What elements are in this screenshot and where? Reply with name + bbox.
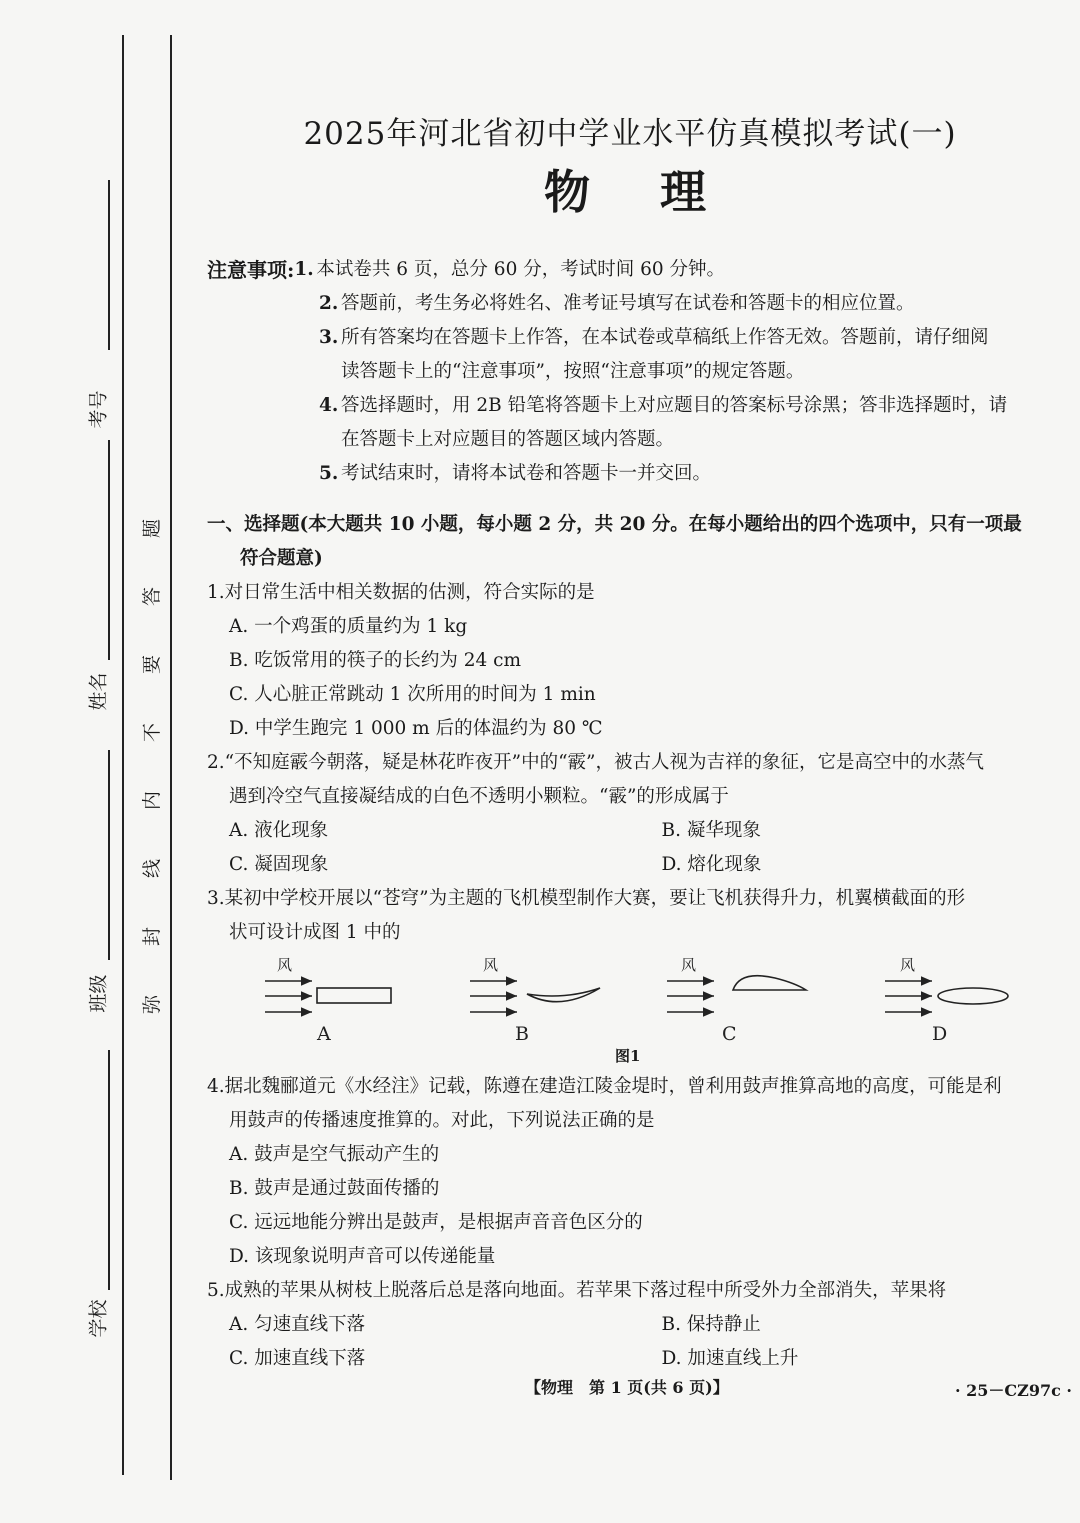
margin-line-inner [170, 35, 172, 1480]
wind-label: 风 [483, 956, 499, 974]
notice-num: 2. [319, 293, 339, 314]
option: A. 鼓声是空气振动产生的 [229, 1144, 440, 1165]
exam-no-label: 考号 [87, 390, 110, 429]
notice-item-cont [207, 423, 1077, 457]
option-row [207, 848, 1072, 882]
question-stem-cont: 遇到冷空气直接凝结成的白色不透明小颗粒。“霰”的形成属于 [229, 786, 729, 807]
margin-line-outer [122, 35, 124, 1475]
wing-curved-down [527, 988, 600, 1002]
question-stem: 5.成熟的苹果从树枝上脱落后总是落向地面。若苹果下落过程中所受外力全部消失，苹果将 [207, 1280, 947, 1301]
wing-rectangle [317, 988, 391, 1003]
notice-label: 注意事项: [207, 258, 295, 282]
seal-char: 内 [141, 790, 164, 811]
figure-1 [255, 950, 1055, 1070]
question-3 [207, 882, 1072, 950]
seal-char: 答 [141, 586, 164, 607]
wind-label: 风 [277, 956, 293, 974]
option: B. 吃饭常用的筷子的长约为 24 cm [229, 650, 522, 671]
option-row [207, 1342, 1072, 1376]
option: C. 凝固现象 [229, 854, 329, 875]
wind-label: 风 [681, 956, 697, 974]
figure-option-c [667, 956, 806, 1045]
seal-char: 要 [141, 654, 164, 675]
class-line [108, 750, 110, 960]
section-heading [207, 508, 1072, 576]
figure-label: D [932, 1023, 948, 1045]
notice-item-cont [207, 355, 1077, 389]
seal-char: 不 [141, 722, 164, 743]
page-footer: 【物理 第 1 页(共 6 页)】 [525, 1378, 729, 1397]
figure-label: B [515, 1023, 529, 1045]
notice-num: 5. [319, 463, 339, 484]
question-stem-cont: 状可设计成图 1 中的 [229, 922, 401, 943]
notice-item [207, 253, 1077, 287]
class-label: 班级 [87, 974, 110, 1013]
question-stem: 3.某初中学校开展以“苍穹”为主题的飞机模型制作大赛，要让飞机获得升力，机翼横截面的形 [207, 888, 966, 909]
figure-caption: 图1 [615, 1047, 641, 1065]
question-2 [207, 746, 1072, 882]
question-1 [207, 576, 1072, 746]
figure-label: A [317, 1023, 331, 1045]
option: C. 加速直线下落 [229, 1348, 366, 1369]
question-4 [207, 1070, 1072, 1274]
option: C. 远远地能分辨出是鼓声，是根据声音音色区分的 [229, 1212, 643, 1233]
question-stem: 2.“不知庭霰今朝落，疑是林花昨夜开”中的“霰”，被古人视为吉祥的象征，它是高空中的水蒸气 [207, 752, 984, 773]
question-5 [207, 1274, 1072, 1376]
notice-num: 4. [319, 395, 339, 416]
exam-title: 2025年河北省初中学业水平仿真模拟考试(一) [303, 116, 957, 152]
notice-num: 1. [294, 259, 314, 280]
wind-label: 风 [900, 956, 916, 974]
name-label: 姓名 [87, 672, 110, 711]
notice-text: 在答题卡上对应题目的答题区域内答题。 [341, 429, 675, 450]
option: D. 加速直线上升 [661, 1348, 799, 1369]
question-stem: 1.对日常生活中相关数据的估测，符合实际的是 [207, 582, 595, 603]
option: C. 人心脏正常跳动 1 次所用的时间为 1 min [229, 684, 596, 705]
name-line [108, 440, 110, 660]
question-stem-cont: 用鼓声的传播速度推算的。对此，下列说法正确的是 [229, 1110, 655, 1131]
exam-no-line [108, 180, 110, 350]
seal-char: 封 [141, 926, 164, 947]
option: D. 中学生跑完 1 000 m 后的体温约为 80 ℃ [229, 718, 603, 739]
option: B. 鼓声是通过鼓面传播的 [229, 1178, 440, 1199]
figure-label: C [722, 1023, 737, 1045]
seal-char: 弥 [141, 994, 164, 1015]
notice-text: 答题前，考生务必将姓名、准考证号填写在试卷和答题卡的相应位置。 [341, 293, 915, 314]
paper-code: · 25－CZ97c · [955, 1381, 1072, 1400]
option: B. 保持静止 [661, 1314, 761, 1335]
option: D. 该现象说明声音可以传递能量 [229, 1246, 496, 1267]
notice-item [207, 389, 1077, 423]
question-stem: 4.据北魏郦道元《水经注》记载，陈遵在建造江陵金堤时，曾利用鼓声推算高地的高度，可能是利 [207, 1076, 1002, 1097]
figure-option-b [470, 956, 600, 1045]
figure-option-d [885, 956, 1008, 1045]
subject-title: 物理 [544, 165, 776, 219]
seal-char: 线 [141, 858, 164, 879]
section-line: 符合题意) [240, 548, 323, 569]
option-row [207, 814, 1072, 848]
option: A. 液化现象 [229, 820, 329, 841]
wing-airfoil [733, 976, 806, 990]
notice-item [207, 287, 1077, 321]
notice-text: 所有答案均在答题卡上作答，在本试卷或草稿纸上作答无效。答题前，请仔细阅 [341, 327, 989, 348]
notice-num: 3. [319, 327, 339, 348]
option-row [207, 1308, 1072, 1342]
option: A. 匀速直线下落 [229, 1314, 366, 1335]
figure-option-a [265, 956, 391, 1045]
option: A. 一个鸡蛋的质量约为 1 kg [229, 616, 468, 637]
notice-text: 考试结束时，请将本试卷和答题卡一并交回。 [341, 463, 712, 484]
section-line: 一、选择题(本大题共 10 小题，每小题 2 分，共 20 分。在每小题给出的四个选项中，只有一项最 [207, 514, 1022, 535]
wing-ellipse [938, 988, 1008, 1004]
option: B. 凝华现象 [661, 820, 761, 841]
notice-item [207, 457, 1077, 491]
notice-item [207, 321, 1077, 355]
notice-block [207, 253, 1077, 491]
school-label: 学校 [87, 1299, 110, 1338]
notice-text: 读答题卡上的“注意事项”，按照“注意事项”的规定答题。 [341, 361, 805, 382]
notice-text: 本试卷共 6 页，总分 60 分，考试时间 60 分钟。 [316, 259, 726, 280]
seal-char: 题 [141, 518, 164, 539]
notice-text: 答选择题时，用 2B 铅笔将答题卡上对应题目的答案标号涂黑；答非选择题时，请 [341, 395, 1008, 416]
school-line [108, 1050, 110, 1290]
option: D. 熔化现象 [661, 854, 762, 875]
